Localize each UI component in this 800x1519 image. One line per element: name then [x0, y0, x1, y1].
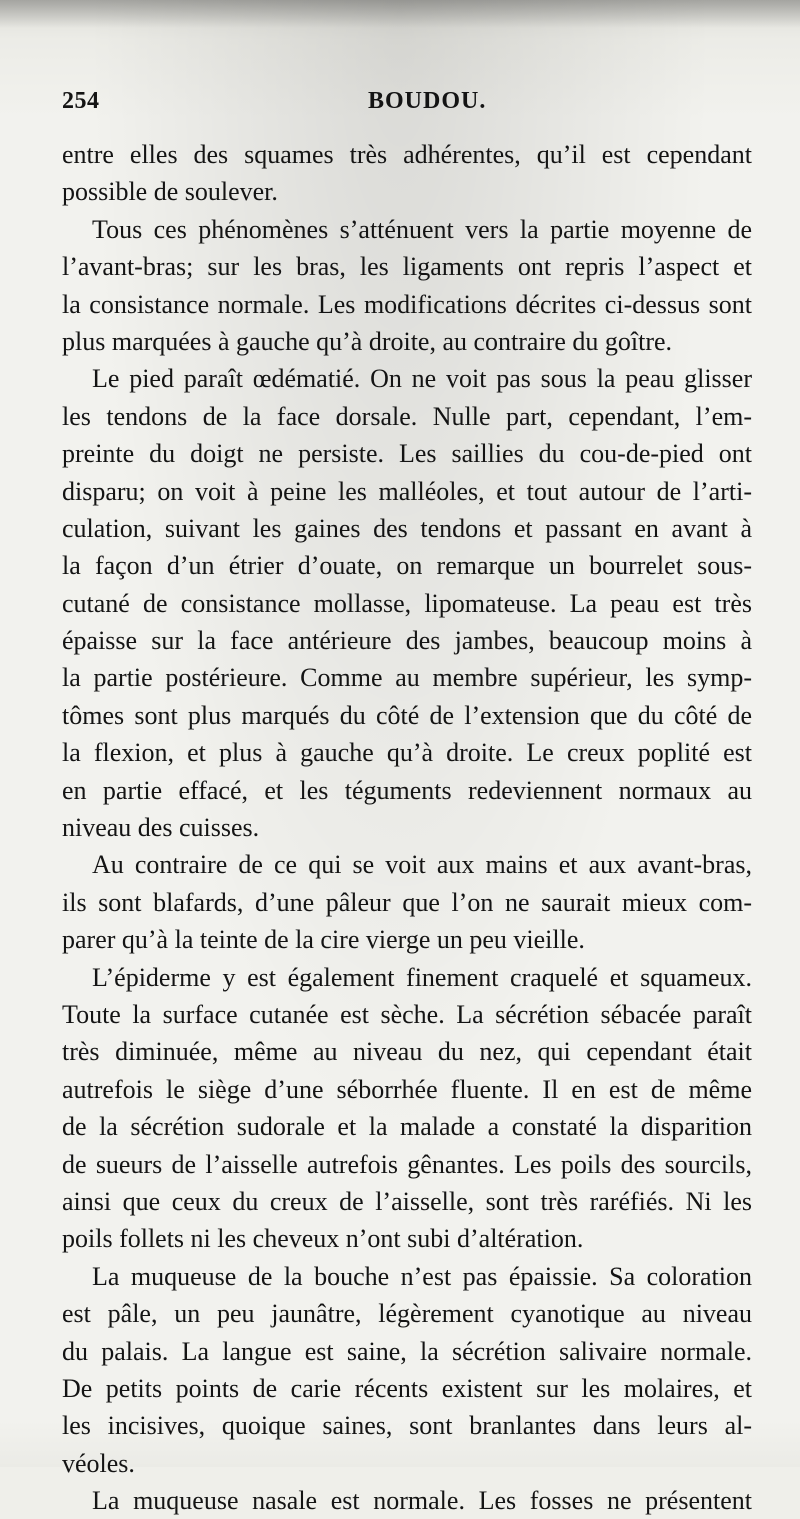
text-line: La muqueuse de la bouche n’est pas épaissie. Sa coloration — [92, 1261, 752, 1291]
text-line: entre elles des squames très adhérentes, qu’il est cependant — [62, 140, 752, 169]
text-line: possible de soulever. — [62, 177, 278, 207]
text-line: la consistance normale. Les modifications décrites ci-dessus sont — [62, 289, 752, 319]
text-line: poils follets ni les cheveux n’ont subi d’altération. — [62, 1224, 584, 1254]
text-line: l’avant-bras; sur les bras, les ligaments ont repris l’aspect et — [62, 252, 752, 282]
text-line: épaisse sur la face antérieure des jambes, beaucoup moins à — [62, 626, 752, 656]
text-line: de la sécrétion sudorale et la malade a constaté la disparition — [62, 1112, 752, 1142]
text-line: est pâle, un peu jaunâtre, légèrement cyanotique au niveau — [62, 1299, 752, 1329]
text-line: tômes sont plus marqués du côté de l’extension que du côté de — [62, 700, 752, 730]
page-number: 254 — [62, 88, 100, 114]
text-line: véoles. — [62, 1448, 135, 1478]
text-line: Le pied paraît œdématié. On ne voit pas sous la peau glisser — [92, 364, 752, 394]
text-line: preinte du doigt ne persiste. Les saillies du cou-de-pied ont — [62, 439, 752, 469]
text-line: la façon d’un étrier d’ouate, on remarque un bourrelet sous- — [62, 551, 752, 581]
running-title: BOUDOU. — [368, 88, 487, 114]
text-line: les tendons de la face dorsale. Nulle part, cependant, l’em- — [62, 401, 752, 431]
text-line: très diminuée, même au niveau du nez, qui cependant était — [62, 1037, 752, 1067]
running-head — [62, 88, 752, 120]
text-line: culation, suivant les gaines des tendons et passant en avant à — [62, 513, 752, 543]
text-line: Toute la surface cutanée est sèche. La sécrétion sébacée paraît — [62, 999, 752, 1029]
text-line: de sueurs de l’aisselle autrefois gênantes. Les poils des sourcils, — [62, 1149, 752, 1179]
text-line: Au contraire de ce qui se voit aux mains et aux avant-bras, — [92, 850, 752, 880]
body-text — [62, 136, 752, 1519]
text-line: ils sont blafards, d’une pâleur que l’on ne saurait mieux com- — [62, 887, 752, 917]
text-line: De petits points de carie récents existent sur les molaires, et — [62, 1373, 752, 1403]
text-line: en partie effacé, et les téguments redeviennent normaux au — [62, 775, 752, 805]
text-line: Tous ces phénomènes s’atténuent vers la partie moyenne de — [92, 214, 752, 244]
text-line: la partie postérieure. Comme au membre supérieur, les symp- — [62, 663, 752, 693]
text-line: du palais. La langue est saine, la sécrétion salivaire normale. — [62, 1336, 752, 1366]
text-line: ainsi que ceux du creux de l’aisselle, sont très raréfiés. Ni les — [62, 1186, 752, 1216]
text-line: plus marquées à gauche qu’à droite, au contraire du goître. — [62, 326, 673, 356]
text-line: L’épiderme y est également finement craquelé et squameux. — [92, 962, 752, 992]
text-line: la flexion, et plus à gauche qu’à droite. Le creux poplité est — [62, 738, 752, 768]
text-line: les incisives, quoique saines, sont branlantes dans leurs al- — [62, 1411, 752, 1441]
text-line: niveau des cuisses. — [62, 813, 260, 843]
scan-shadow — [0, 0, 800, 28]
text-line: cutané de consistance mollasse, lipomateuse. La peau est très — [62, 588, 752, 618]
text-line: La muqueuse nasale est normale. Les fosses ne présentent — [92, 1486, 752, 1516]
text-line: disparu; on voit à peine les malléoles, et tout autour de l’arti- — [62, 476, 752, 506]
text-line: autrefois le siège d’une séborrhée fluente. Il en est de même — [62, 1074, 752, 1104]
text-line: parer qu’à la teinte de la cire vierge un peu vieille. — [62, 925, 585, 955]
